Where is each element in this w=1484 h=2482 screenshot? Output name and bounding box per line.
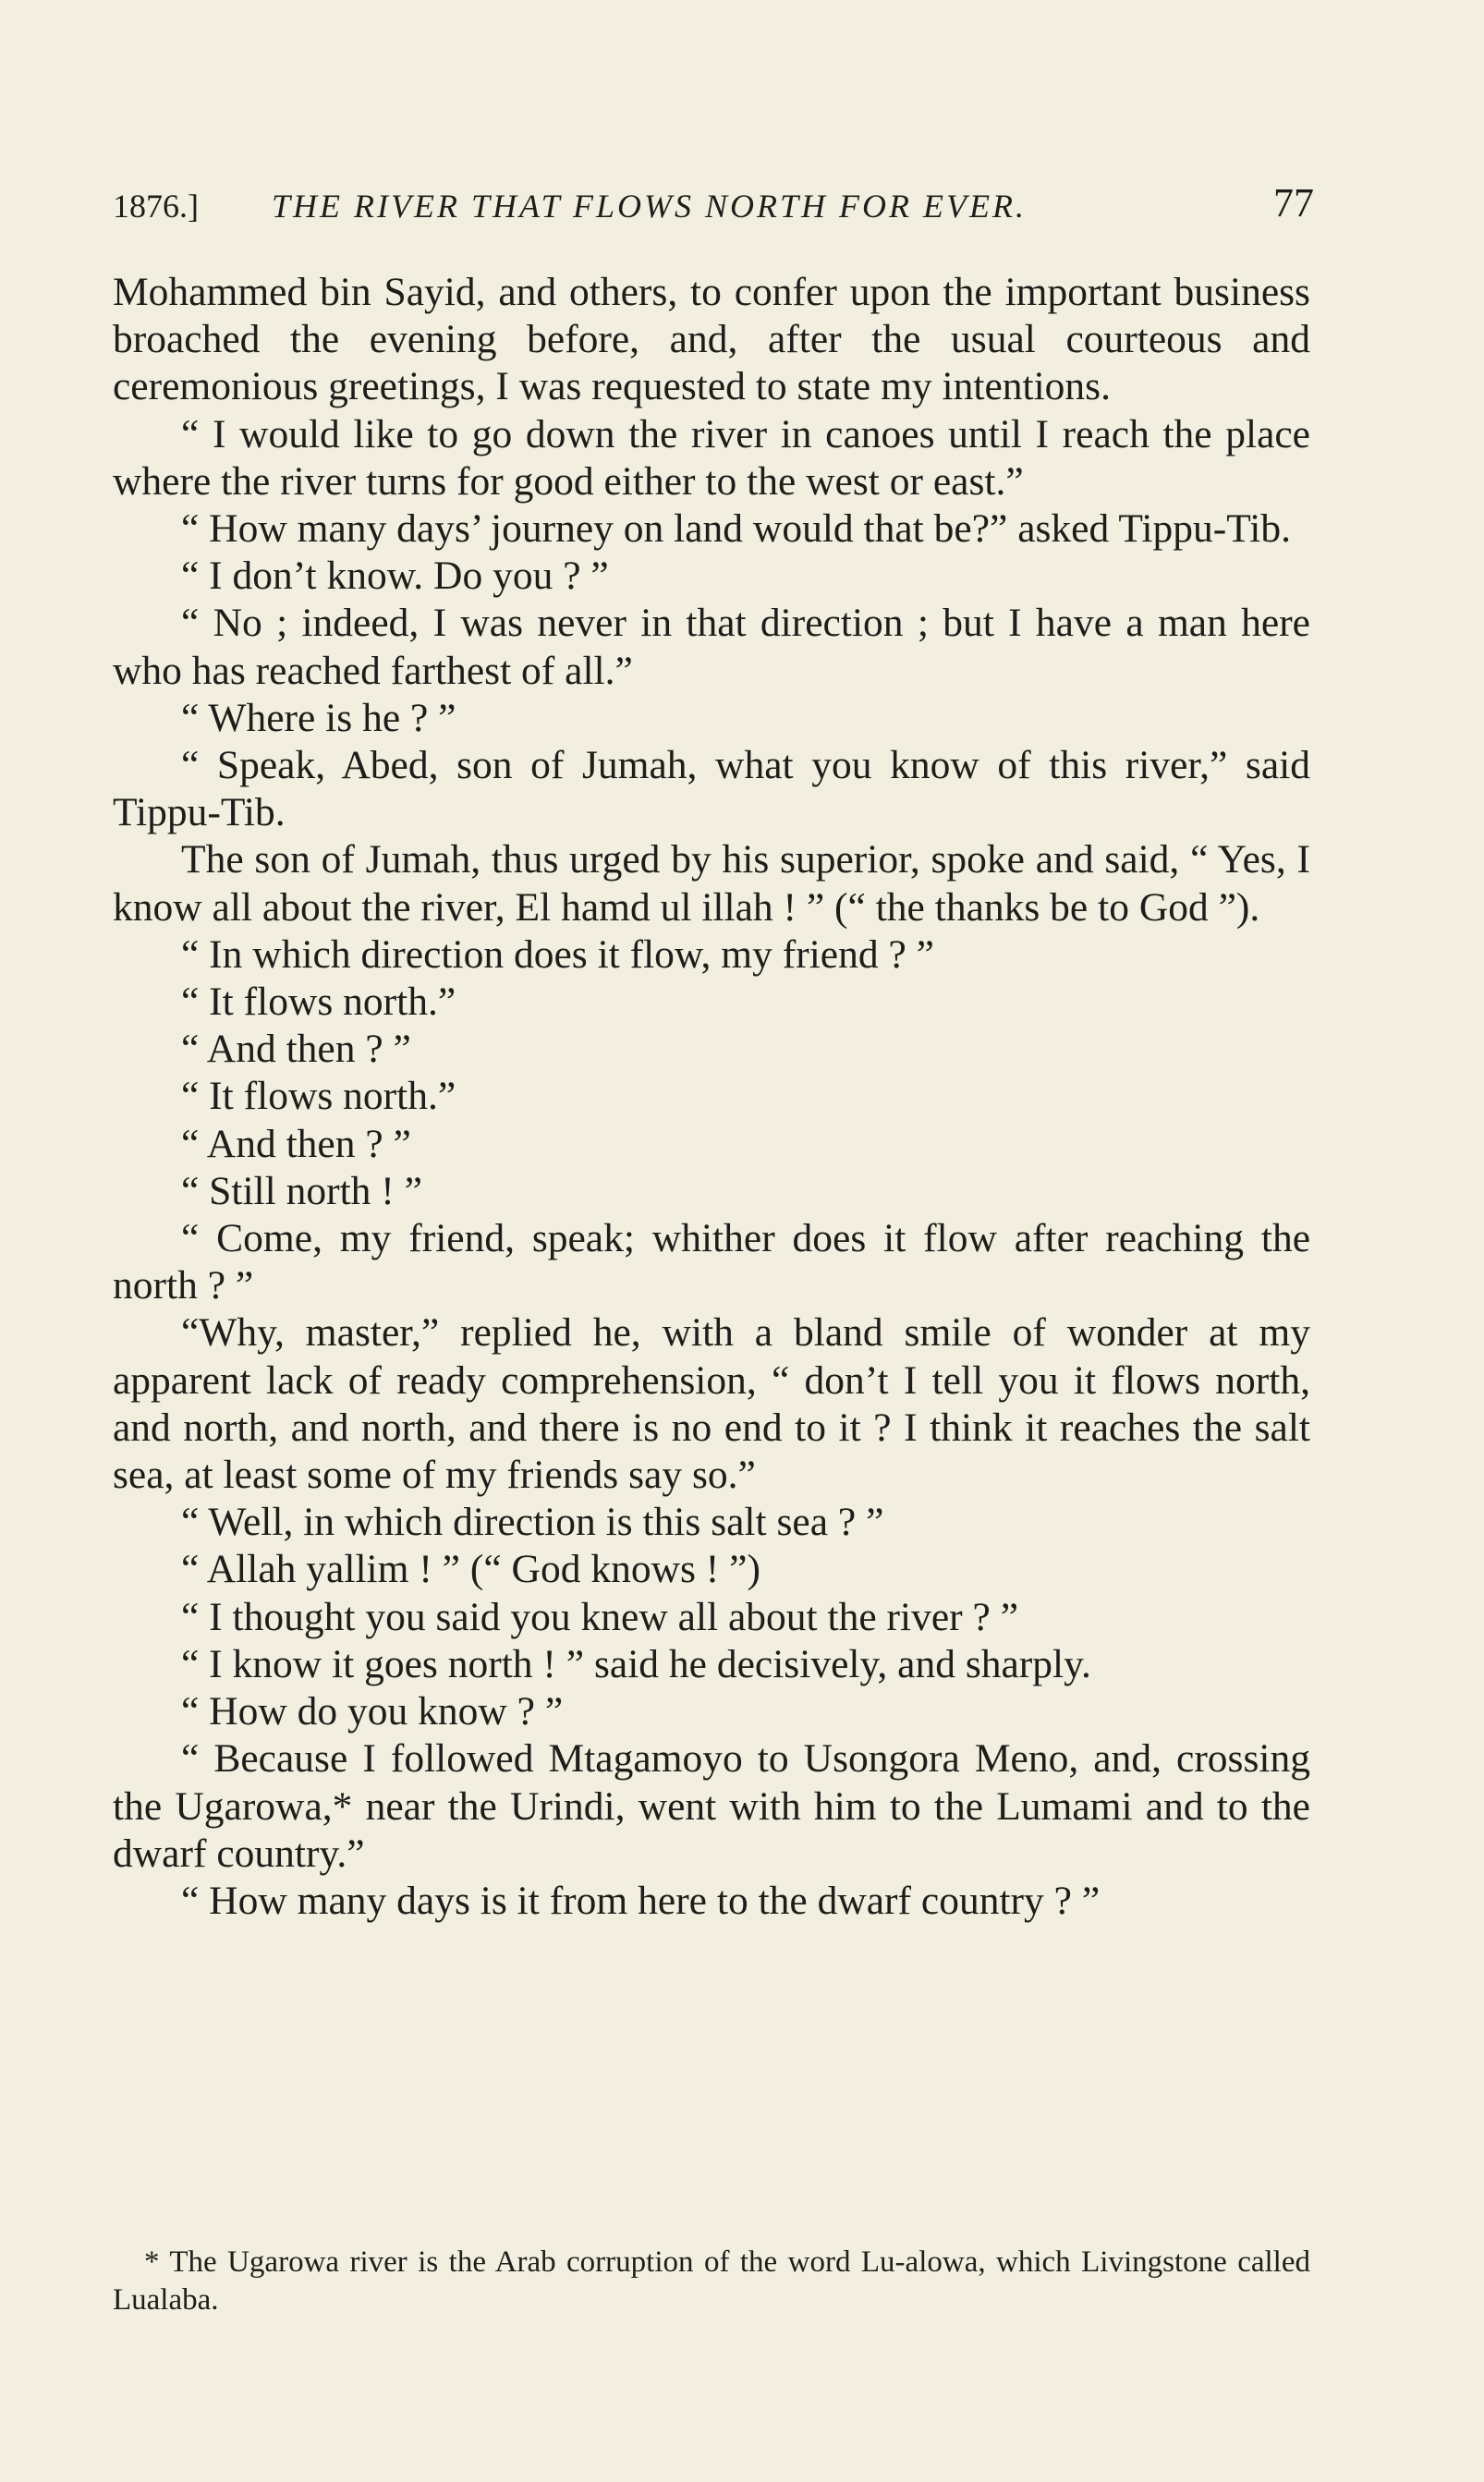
paragraph: “ And then ? ” <box>181 1121 411 1166</box>
footnote <box>113 2244 1310 2319</box>
paragraph: “ In which direction does it flow, my friend ? ” <box>181 931 934 977</box>
running-head <box>113 177 1314 233</box>
paragraph: “ It flows north.” <box>181 1074 456 1119</box>
paragraph: “ Speak, Abed, son of Jumah, what you know of this river,” said Tippu-Tib. <box>113 743 1310 835</box>
paragraph: “ How do you know ? ” <box>181 1689 564 1734</box>
paragraph: “ How many days is it from here to the dwarf country ? ” <box>181 1878 1101 1923</box>
header-year: 1876.] <box>113 188 199 225</box>
paragraph: “ Well, in which direction is this salt sea ? ” <box>181 1500 884 1545</box>
paragraph: The son of Jumah, thus urged by his superior, spoke and said, “ Yes, I know all about the river, El hamd ul illah ! ” (“ the thanks be to God ”). <box>113 837 1310 930</box>
paragraph: “ And then ? ” <box>181 1027 411 1072</box>
body-text <box>113 269 1310 1925</box>
paragraph: “ How many days’ journey on land would that be?” asked Tippu-Tib. <box>181 506 1291 552</box>
paragraph: “ I know it goes north ! ” said he decisively, and sharply. <box>181 1641 1091 1686</box>
chapter-title: THE RIVER THAT FLOWS NORTH FOR EVER. <box>272 188 1027 225</box>
paragraph: “ Where is he ? ” <box>181 695 456 740</box>
paragraph: Mohammed bin Sayid, and others, to confer upon the important business broached the evening before, and, after the usual courteous and ceremonious greetings, I was requested to state my intentions. <box>113 270 1310 409</box>
paragraph: “Why, master,” replied he, with a bland smile of wonder at my apparent lack of ready comprehension, “ don’t I tell you it flows north, and north, and north, and there is no end to it ? I think it reaches the salt sea, at least some of my friends say so.” <box>113 1310 1310 1498</box>
footnote-text: * The Ugarowa river is the Arab corruption of the word Lu-alowa, which Livingstone called Lualaba. <box>113 2245 1310 2317</box>
paragraph: “ Allah yallim ! ” (“ God knows ! ”) <box>181 1547 760 1592</box>
paragraph: “ Still north ! ” <box>181 1168 422 1213</box>
paragraph: “ No ; indeed, I was never in that direction ; but I have a man here who has reached farthest of all.” <box>113 601 1310 693</box>
paragraph: “ I thought you said you knew all about the river ? ” <box>181 1594 1019 1639</box>
paragraph: “ I would like to go down the river in canoes until I reach the place where the river turns for good either to the west or east.” <box>113 411 1310 504</box>
paragraph: “ I don’t know. Do you ? ” <box>181 554 609 599</box>
page-number: 77 <box>1273 180 1314 225</box>
paragraph: “ Because I followed Mtagamoyo to Usongora Meno, and, crossing the Ugarowa,* near the Urindi, went with him to the Lumami and to the dwarf country.” <box>113 1736 1310 1876</box>
paragraph: “ It flows north.” <box>181 979 456 1025</box>
paragraph: “ Come, my friend, speak; whither does it flow after reaching the north ? ” <box>113 1216 1310 1308</box>
